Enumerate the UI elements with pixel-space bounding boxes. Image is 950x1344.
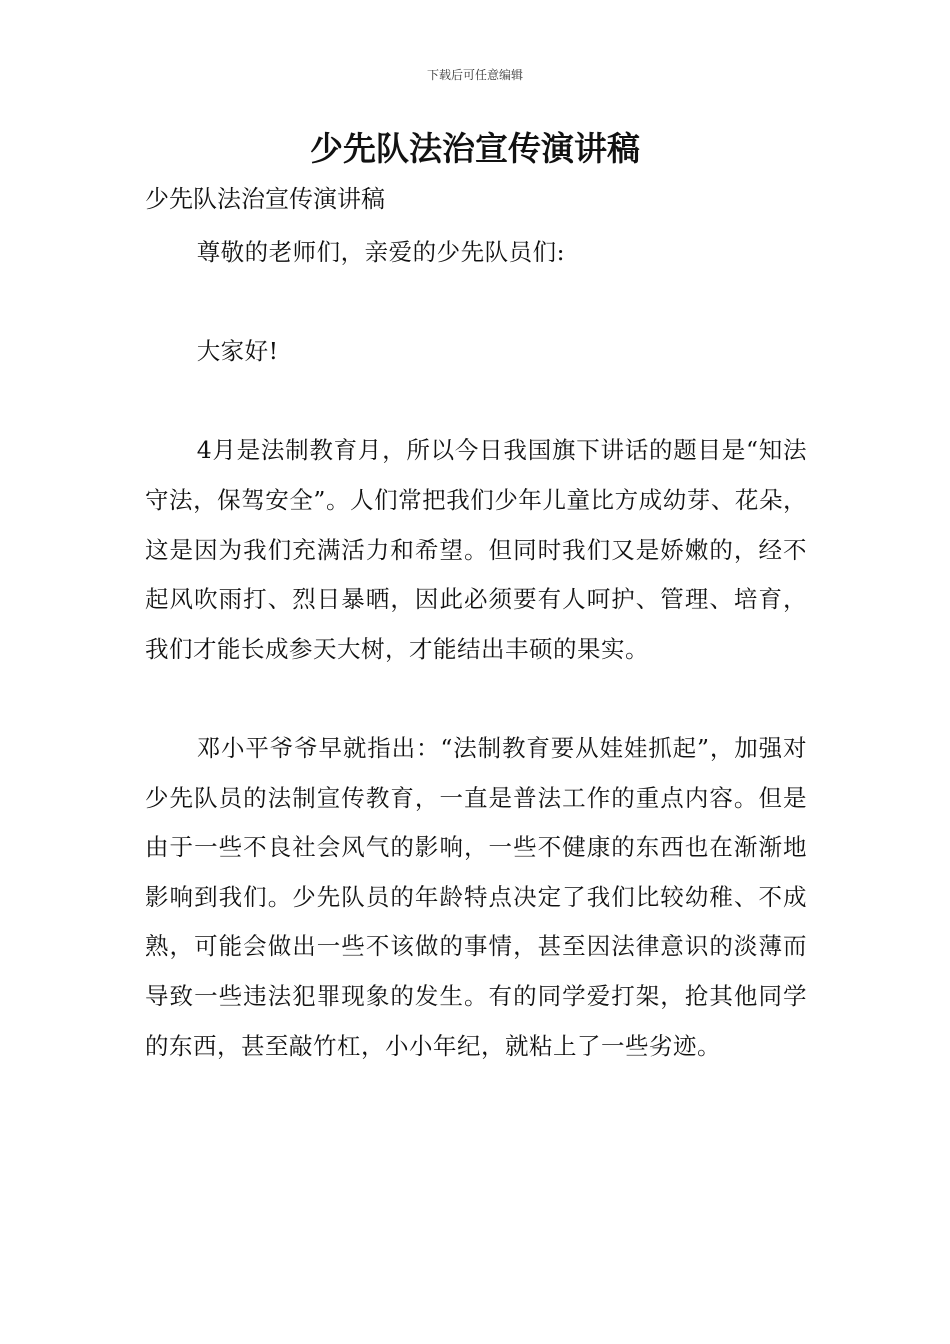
page-title: 少先队法治宣传演讲稿: [310, 129, 640, 168]
paragraph-main: 邓小平爷爷早就指出：“法制教育要从娃娃抓起”，加强对少先队员的法制宣传教育，一直是普法工作的重点内容。但是由于一些不良社会风气的影响，一些不健康的东西也在渐渐地影响到我们。少先队员的年龄特点决定了我们比较幼稚、不成熟，可能会做出一些不该做的事情，甚至因法律意识的淡薄而导致一些违法犯罪现象的发生。有的同学爱打架，抢其他同学的东西，甚至敲竹杠，小小年纪，就粘上了一些劣迹。: [145, 733, 807, 1060]
paragraph-greeting: 尊敬的老师们，亲爱的少先队员们:: [196, 238, 566, 266]
paragraph-gap: [145, 377, 807, 427]
document-subtitle: 少先队法治宣传演讲稿: [145, 185, 385, 213]
paragraph-intro: 4月是法制教育月，所以今日我国旗下讲话的题目是“知法守法，保驾安全”。人们常把我们少年儿童比方成幼芽、花朵，这是因为我们充满活力和希望。但同时我们又是娇嫩的，经不起风吹雨打、烈日暴晒，因此必须要有人呵护、管理、培育，我们才能长成参天大树，才能结出丰硕的果实。: [145, 436, 807, 663]
paragraph-gap: [145, 674, 807, 724]
document-body: [145, 228, 807, 1071]
paragraph-hello: 大家好!: [196, 337, 279, 366]
header-note: 下载后可任意编辑: [426, 68, 523, 82]
paragraph-gap: [145, 278, 807, 328]
